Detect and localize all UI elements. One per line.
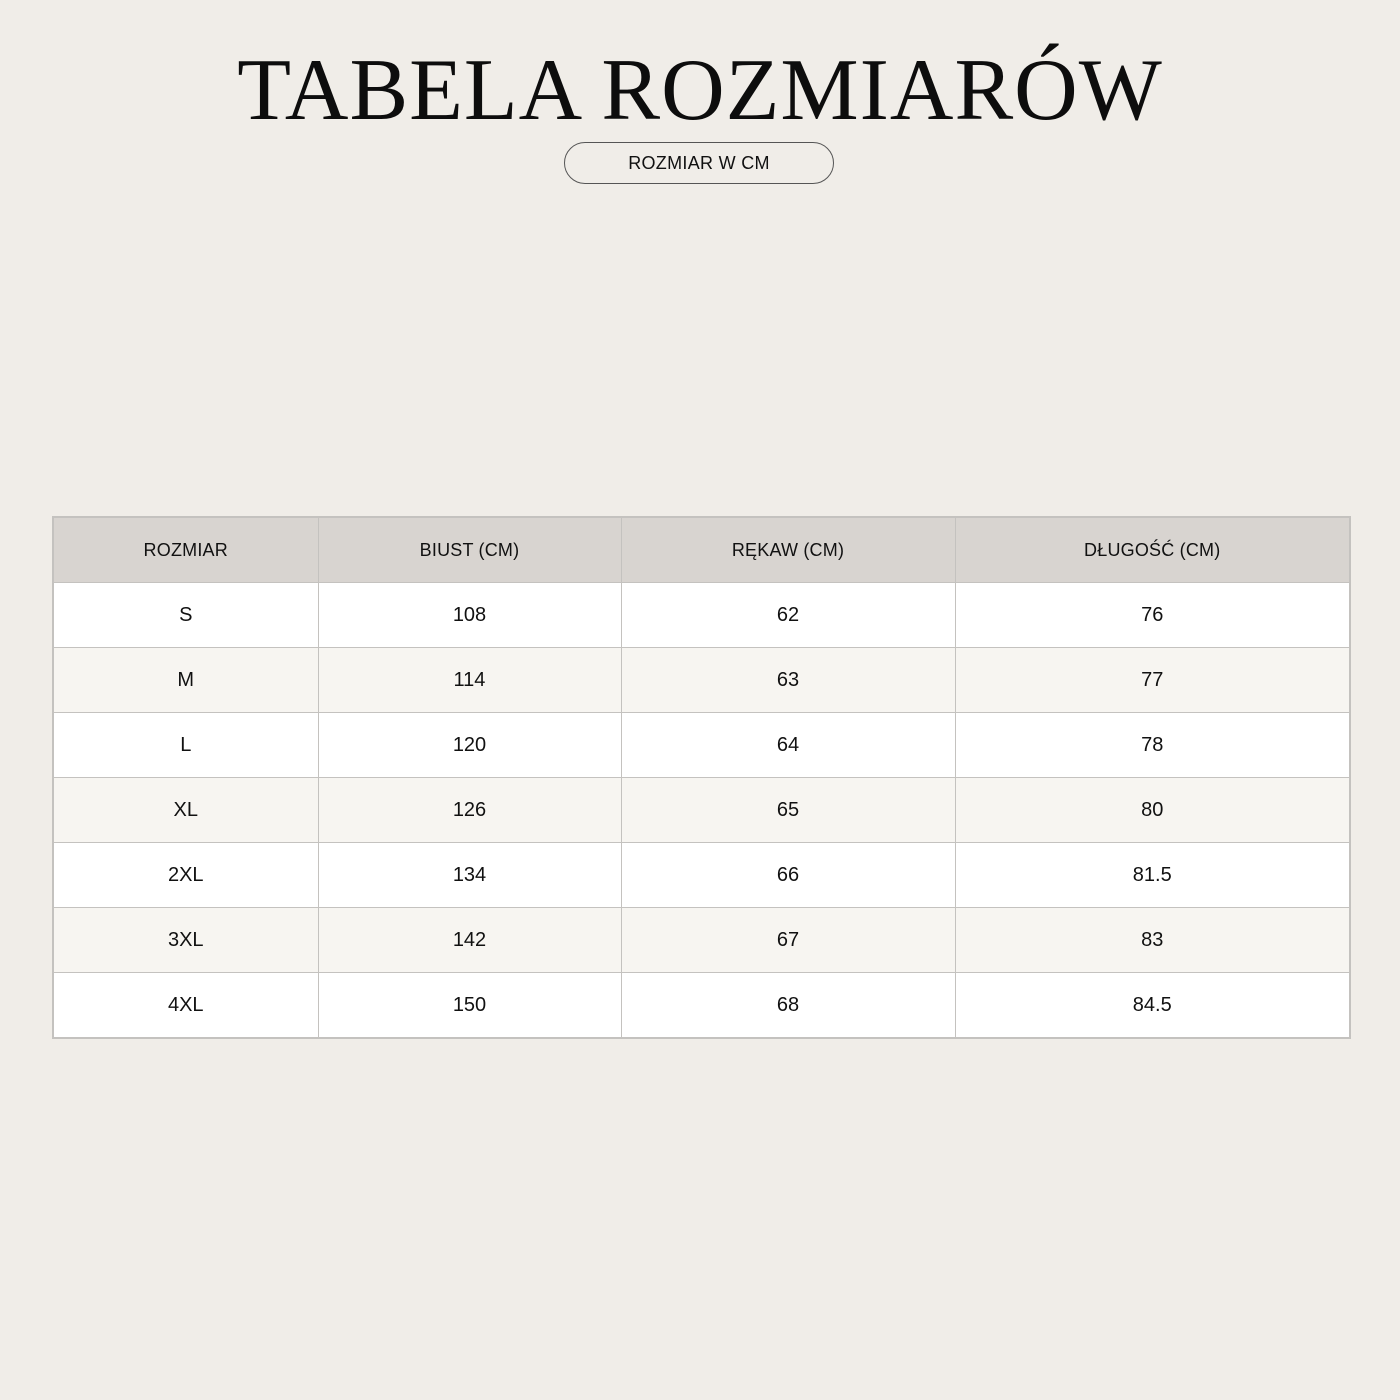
cell-size: 2XL	[53, 843, 318, 908]
table-row	[53, 908, 1350, 973]
cell-size: L	[53, 713, 318, 778]
cell-size: XL	[53, 778, 318, 843]
cell-length: 80	[955, 778, 1350, 843]
cell-bust: 120	[318, 713, 621, 778]
header-size: ROZMIAR	[53, 517, 318, 583]
cell-bust: 150	[318, 973, 621, 1039]
cell-size: M	[53, 648, 318, 713]
header-bust: BIUST (CM)	[318, 517, 621, 583]
cell-bust: 126	[318, 778, 621, 843]
cell-size: 3XL	[53, 908, 318, 973]
cell-size: S	[53, 583, 318, 648]
cell-size: 4XL	[53, 973, 318, 1039]
cell-length: 83	[955, 908, 1350, 973]
table-row	[53, 583, 1350, 648]
cell-length: 77	[955, 648, 1350, 713]
cell-length: 78	[955, 713, 1350, 778]
cell-length: 76	[955, 583, 1350, 648]
cell-sleeve: 68	[621, 973, 955, 1039]
table-row	[53, 713, 1350, 778]
cell-bust: 108	[318, 583, 621, 648]
cell-length: 81.5	[955, 843, 1350, 908]
table-body	[53, 583, 1350, 1039]
page-title: TABELA ROZMIARÓW	[237, 42, 1163, 139]
cell-bust: 114	[318, 648, 621, 713]
cell-bust: 142	[318, 908, 621, 973]
cell-sleeve: 65	[621, 778, 955, 843]
table-row	[53, 843, 1350, 908]
size-chart-table	[52, 516, 1351, 1039]
table-row	[53, 973, 1350, 1039]
cell-sleeve: 66	[621, 843, 955, 908]
cell-sleeve: 64	[621, 713, 955, 778]
cell-bust: 134	[318, 843, 621, 908]
table-header	[53, 517, 1350, 583]
header-row	[53, 517, 1350, 583]
cell-sleeve: 62	[621, 583, 955, 648]
table-row	[53, 648, 1350, 713]
header-length: DŁUGOŚĆ (CM)	[955, 517, 1350, 583]
cell-sleeve: 63	[621, 648, 955, 713]
cell-sleeve: 67	[621, 908, 955, 973]
cell-length: 84.5	[955, 973, 1350, 1039]
header-sleeve: RĘKAW (CM)	[621, 517, 955, 583]
unit-badge: ROZMIAR W CM	[564, 142, 834, 184]
table-row	[53, 778, 1350, 843]
